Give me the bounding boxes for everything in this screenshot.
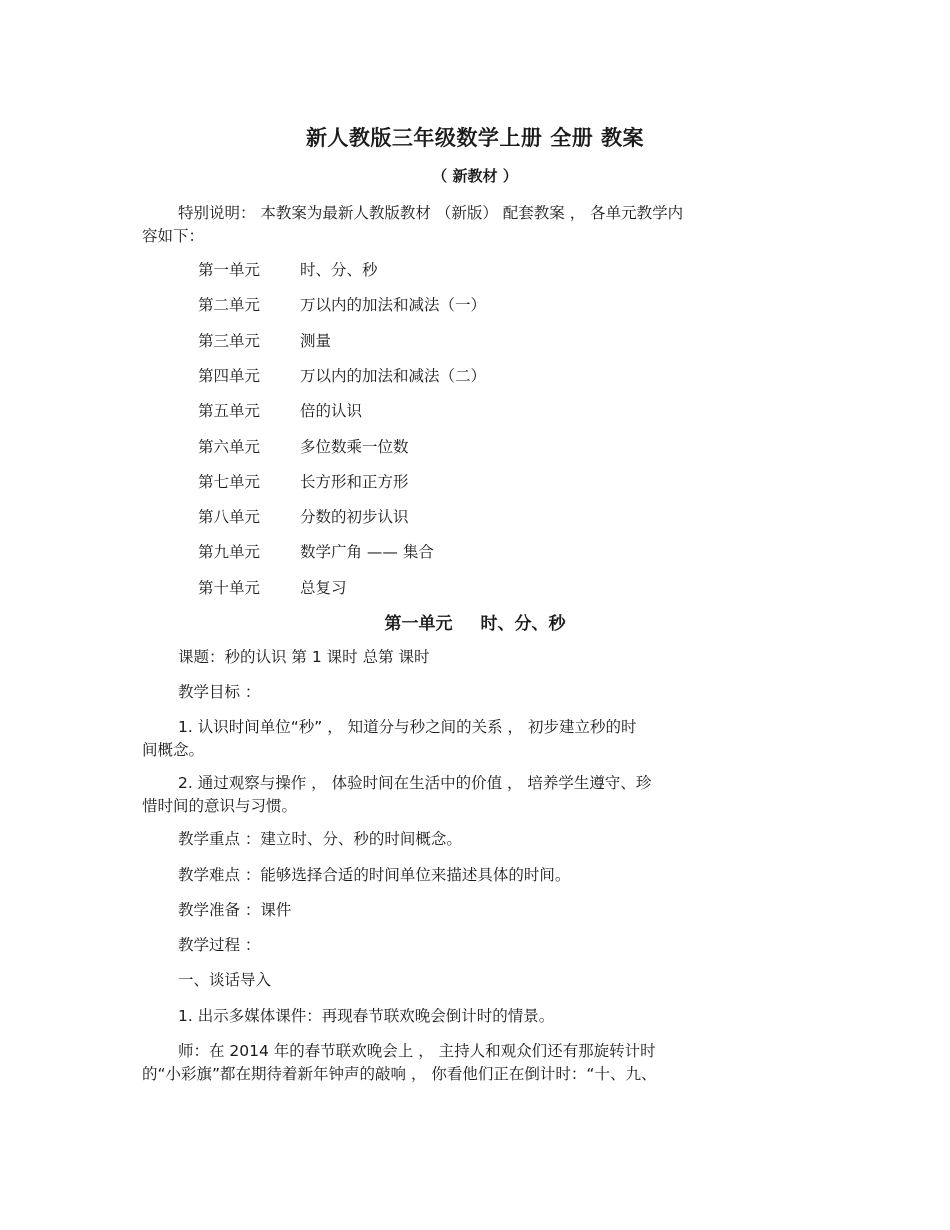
unit-number: 第八单元: [198, 508, 261, 527]
step-heading: 一、谈话导入: [178, 971, 272, 989]
unit-name: 分数的初步认识: [300, 508, 409, 527]
speech-line: 的“小彩旗”都在期待着新年钟声的敲响 ， 你看他们正在倒计时：“十、九、: [142, 1065, 657, 1083]
document-subtitle: （ 新教材 ）: [432, 167, 518, 185]
unit-number: 第三单元: [198, 331, 261, 350]
intro-line: 容如下：: [142, 227, 205, 245]
objective-line: 间概念。: [142, 741, 205, 759]
unit-name: 数学广角 —— 集合: [300, 543, 434, 562]
objective-line: 惜时间的意识与习惯。: [142, 797, 298, 815]
unit-name: 多位数乘一位数: [300, 437, 409, 456]
document-title: 新人教版三年级数学上册 全册 教案: [305, 125, 645, 150]
unit-number: 第九单元: [198, 543, 261, 562]
objective-line: 1. 认识时间单位“秒” ， 知道分与秒之间的关系 ， 初步建立秒的时: [178, 718, 637, 736]
difficulty: 教学难点 ：能够选择合适的时间单位来描述具体的时间。: [178, 866, 571, 884]
key-point: 教学重点 ：建立时、分、秒的时间概念。: [178, 830, 462, 848]
unit-number: 第十单元: [198, 578, 261, 597]
unit-number: 第六单元: [198, 437, 261, 456]
objectives-label: 教学目标 ：: [178, 683, 261, 701]
unit-list-item: [198, 540, 434, 562]
unit-list-item: [198, 364, 486, 386]
unit-name: 万以内的加法和减法（一）: [300, 296, 487, 315]
section-heading: 第一单元 时、分、秒: [384, 614, 566, 634]
unit-number: 第四单元: [198, 366, 261, 385]
unit-list-item: [198, 435, 409, 457]
unit-name: 总复习: [300, 578, 347, 597]
teacher-speech: [142, 1040, 812, 1086]
unit-list-item: [198, 329, 331, 351]
unit-list-item: [198, 293, 486, 315]
unit-number: 第五单元: [198, 402, 261, 421]
step-item: 1. 出示多媒体课件：再现春节联欢晚会倒计时的情景。: [178, 1007, 555, 1025]
unit-name: 倍的认识: [300, 402, 363, 421]
objective-1: [142, 716, 812, 762]
unit-name: 测量: [300, 331, 332, 350]
speech-line: 师：在 2014 年的春节联欢晚会上 ， 主持人和观众们还有那旋转计时: [178, 1042, 656, 1060]
objective-line: 2. 通过观察与操作 ， 体验时间在生活中的价值 ， 培养学生遵守、珍: [178, 774, 652, 792]
intro-paragraph: [142, 202, 812, 248]
unit-number: 第一单元: [198, 261, 261, 279]
unit-name: 万以内的加法和减法（二）: [300, 366, 487, 385]
unit-list-item: [198, 505, 409, 527]
unit-list-item: [198, 399, 362, 421]
preparation: 教学准备 ：课件: [178, 901, 292, 919]
unit-name: 时、分、秒: [300, 261, 378, 279]
unit-list-item: [198, 576, 347, 598]
unit-name: 长方形和正方形: [300, 472, 409, 491]
process-label: 教学过程 ：: [178, 936, 261, 954]
unit-number: 第二单元: [198, 296, 261, 315]
lesson-topic: 课题：秒的认识 第 1 课时 总第 课时: [178, 648, 430, 666]
unit-list-item: [198, 258, 378, 280]
intro-line: 特别说明： 本教案为最新人教版教材 （新版） 配套教案 ， 各单元教学内: [178, 204, 684, 222]
unit-list-item: [198, 470, 409, 492]
objective-2: [142, 772, 812, 818]
unit-number: 第七单元: [198, 472, 261, 491]
